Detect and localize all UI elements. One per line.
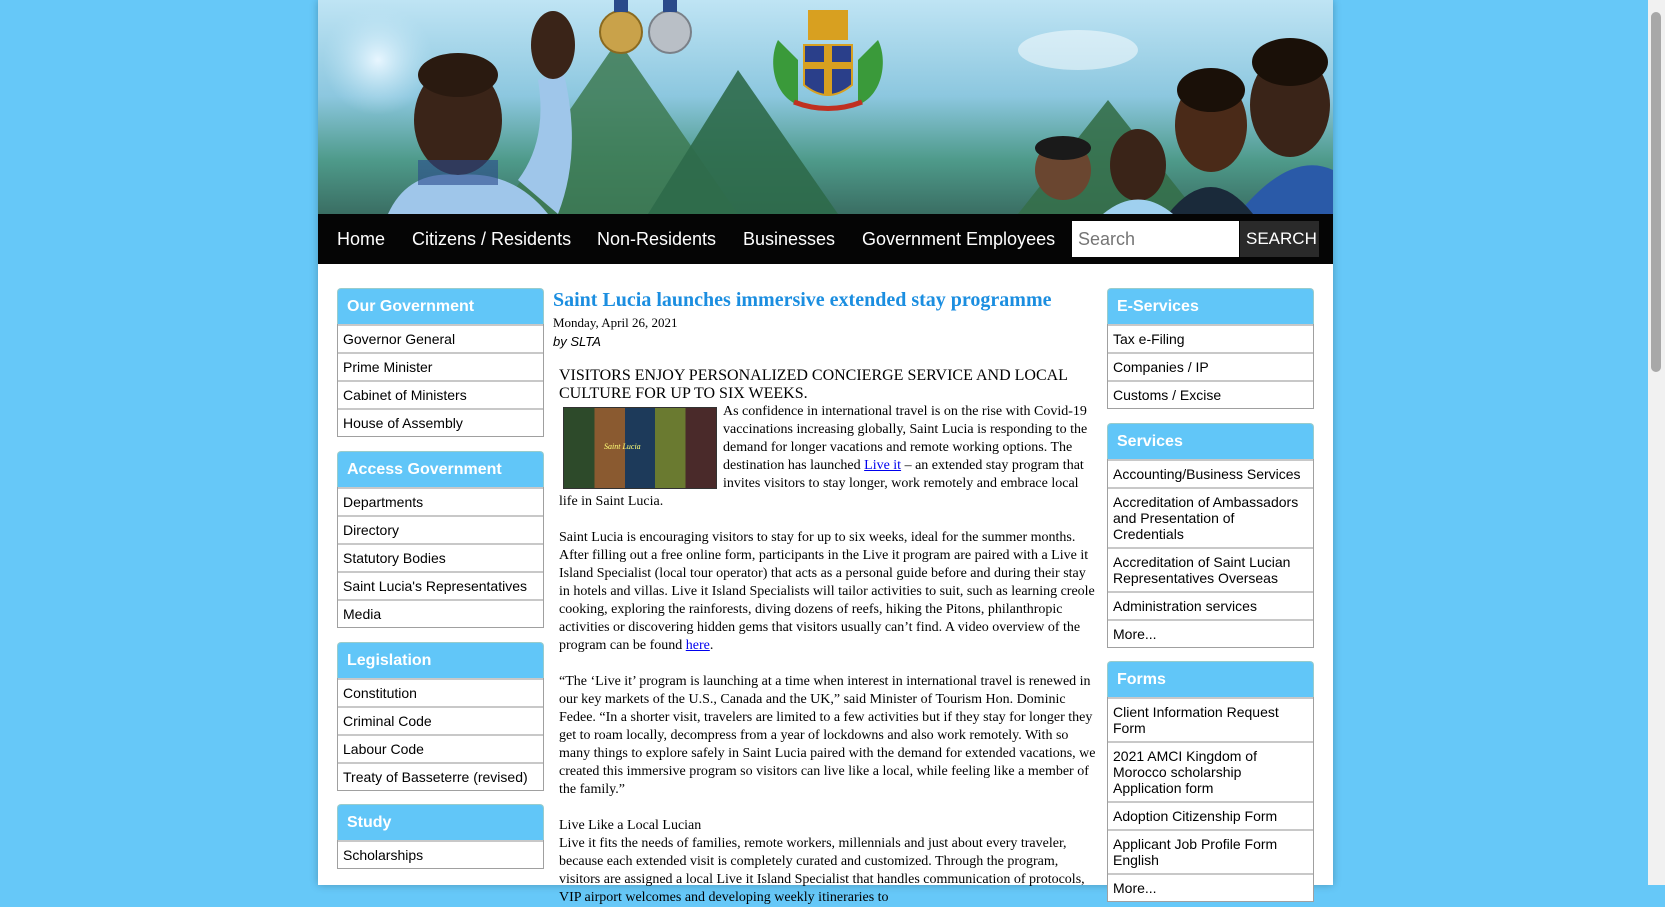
sidebox-access-government	[337, 451, 544, 628]
search-button[interactable]: SEARCH	[1240, 221, 1319, 257]
sidebox-legislation	[337, 642, 544, 791]
article-paragraph-4: Live it fits the needs of families, remote workers, millennials and just about every traveler, because each extended visit is completely curated and customized. Through the program, visitors are assigned a local Live it Island Specialist that handles communication of protocols, VIP airport welcomes and developing weekly itineraries to	[559, 836, 1085, 905]
sidebar-item-house-of-assembly[interactable]: House of Assembly	[338, 408, 543, 436]
article-byline: by SLTA	[553, 334, 601, 349]
search-input[interactable]	[1072, 221, 1239, 257]
paragraph-text: – an extended stay program that invites visitors to stay longer, work remotely and embrace local life in Saint Lucia.	[559, 458, 1084, 509]
scrollbar-thumb[interactable]	[1651, 12, 1661, 372]
live-it-link[interactable]: Live it	[864, 458, 902, 473]
nav-citizens-residents[interactable]: Citizens / Residents	[412, 229, 572, 249]
sidebar-item-directory[interactable]: Directory	[338, 515, 543, 543]
article-paragraph-2	[559, 529, 1098, 655]
sidebox-list	[337, 678, 544, 791]
sidebox-list	[337, 324, 544, 437]
sidebar-item-tax-efiling[interactable]: Tax e-Filing	[1108, 324, 1313, 352]
nav-government-employees[interactable]: Government Employees	[862, 229, 1056, 249]
sidebar-item-customs-excise[interactable]: Customs / Excise	[1108, 380, 1313, 408]
sidebar-item-governor-general[interactable]: Governor General	[338, 324, 543, 352]
sidebox-list	[1107, 697, 1314, 902]
sidebar-item-accreditation-ambassadors[interactable]: Accreditation of Ambassadors and Presentation of Credentials	[1108, 487, 1313, 547]
sidebar-item-accreditation-representatives[interactable]: Accreditation of Saint Lucian Representatives Overseas	[1108, 547, 1313, 591]
sidebar-item-labour-code[interactable]: Labour Code	[338, 734, 543, 762]
sidebox-title: Study	[337, 804, 544, 840]
sidebar-item-amci-scholarship-form[interactable]: 2021 AMCI Kingdom of Morocco scholarship Application form	[1108, 741, 1313, 801]
sidebar-item-representatives[interactable]: Saint Lucia's Representatives	[338, 571, 543, 599]
sidebar-item-adoption-form[interactable]: Adoption Citizenship Form	[1108, 801, 1313, 829]
sidebox-forms	[1107, 661, 1314, 902]
sidebar-item-departments[interactable]: Departments	[338, 487, 543, 515]
sidebar-item-media[interactable]: Media	[338, 599, 543, 627]
nav-non-residents[interactable]: Non-Residents	[597, 229, 717, 249]
header-banner	[318, 0, 1333, 214]
article-lead: VISITORS ENJOY PERSONALIZED CONCIERGE SERVICE AND LOCAL CULTURE FOR UP TO SIX WEEKS.	[559, 367, 1068, 402]
sidebar-item-administration[interactable]: Administration services	[1108, 591, 1313, 619]
article-paragraph-3: “The ‘Live it’ program is launching at a time when interest in international travel is renewed in our key markets of the U.S., Canada and the UK,” said Minister of Tourism Hon. Dominic Fedee. “In a shorter visit, travelers are limited to a few activities but if they stay for longer they get to roam locally, decompress from a year of lockdowns and also work remotely. With so many things to explore safely in Saint Lucia paired with the demand for extended vacations, we created this immersive program so visitors can live like a local, while feeling like a member of the family.”	[559, 674, 1096, 797]
sidebar-item-more-services[interactable]: More...	[1108, 619, 1313, 647]
page-scrollbar[interactable]	[1648, 0, 1665, 885]
sidebar-item-accounting[interactable]: Accounting/Business Services	[1108, 459, 1313, 487]
sidebox-list	[1107, 459, 1314, 648]
sidebar-item-statutory-bodies[interactable]: Statutory Bodies	[338, 543, 543, 571]
article-subheading: Live Like a Local Lucian	[559, 818, 702, 833]
sidebox-our-government	[337, 288, 544, 437]
sidebox-title: Forms	[1107, 661, 1314, 697]
sidebox-list	[1107, 324, 1314, 409]
paragraph-text: As confidence in international travel is on the rise with Covid-19 vaccinations increasing globally, Saint Lucia is responding to the demand for longer vacations and remote working options. The destination has launched	[723, 404, 1088, 473]
sidebox-services	[1107, 423, 1314, 648]
sidebar-item-constitution[interactable]: Constitution	[338, 678, 543, 706]
main-nav	[318, 214, 1333, 264]
sidebox-title: Legislation	[337, 642, 544, 678]
sidebar-item-client-info-form[interactable]: Client Information Request Form	[1108, 697, 1313, 741]
nav-home[interactable]: Home	[337, 229, 386, 249]
sidebar-item-treaty-basseterre[interactable]: Treaty of Basseterre (revised)	[338, 762, 543, 790]
article-body	[559, 367, 1098, 907]
here-link[interactable]: here	[685, 638, 710, 653]
sidebox-title: E-Services	[1107, 288, 1314, 324]
article-thumbnail-image[interactable]	[563, 407, 717, 489]
paragraph-text: Saint Lucia is encouraging visitors to stay for up to six weeks, ideal for the summer months. After filling out a free online form, participants in the Live it program are paired with a Live it Island Specialist (local tour operator) that acts as a personal guide before and during their stay in hotels and villas. Live it Island Specialists will tailor activities to suit, such as learning creole cooking, exploring the rainforests, diving dozens of reefs, hiking the Pitons, philanthropic activities or discovering hidden gems that visitors usually can’t find. A video overview of the program can be found	[559, 530, 1095, 653]
article-date: Monday, April 26, 2021	[553, 315, 678, 330]
sidebox-title: Our Government	[337, 288, 544, 324]
sidebar-item-scholarships[interactable]: Scholarships	[338, 840, 543, 868]
paragraph-text: .	[709, 638, 714, 653]
sidebox-study	[337, 804, 544, 869]
sidebox-e-services	[1107, 288, 1314, 409]
page-container	[318, 0, 1333, 905]
sidebox-title: Access Government	[337, 451, 544, 487]
banner-illustration	[318, 0, 1333, 214]
sidebar-item-cabinet[interactable]: Cabinet of Ministers	[338, 380, 543, 408]
thumbnail-caption: Saint Lucia	[604, 442, 641, 451]
sidebox-title: Services	[1107, 423, 1314, 459]
sidebox-list	[337, 840, 544, 869]
sidebar-item-companies-ip[interactable]: Companies / IP	[1108, 352, 1313, 380]
article	[553, 288, 1098, 907]
sidebar-item-job-profile-form[interactable]: Applicant Job Profile Form English	[1108, 829, 1313, 873]
article-title: Saint Lucia launches immersive extended stay programme	[553, 289, 1052, 311]
nav-businesses[interactable]: Businesses	[743, 229, 836, 249]
sidebox-list	[337, 487, 544, 628]
sidebar-item-more-forms[interactable]: More...	[1108, 873, 1313, 901]
sidebar-item-criminal-code[interactable]: Criminal Code	[338, 706, 543, 734]
sidebar-item-prime-minister[interactable]: Prime Minister	[338, 352, 543, 380]
